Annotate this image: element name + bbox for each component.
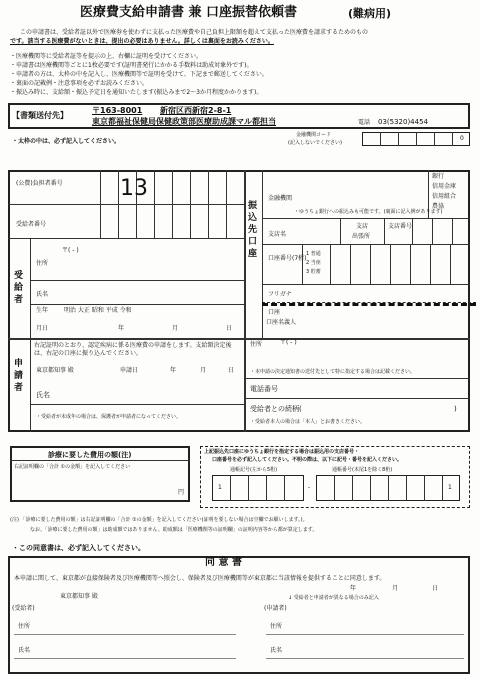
holder-label-1: 口座 [268, 309, 281, 316]
form-title: 医療費支給申請書 兼 口座振替依頼書 [80, 5, 298, 20]
yucho-text-2: 口座番号を必ず記入してください。不明の際は、以下に記号・番号を記入ください。 [212, 457, 403, 463]
address-postal: 〒( - ) [62, 247, 79, 254]
consent-month: 月 [392, 585, 399, 592]
name-input[interactable] [60, 282, 242, 302]
footnote-2: なお、「診療に要した費用の額」は助成額ではありません。助成額は「医療機関等の証明欄」の証明内容等から都が算定します。 [30, 527, 318, 533]
note-1: ・医療機関等に受給者証等を提示の上、右欄に証明を受けてください。 [10, 53, 203, 60]
consent-text: 本申請に関して、東京都が直接保険者及び医療機関等へ照会し、保険者及び医療機関等が東京都に当該情報を提供することに同意します。 [14, 575, 386, 582]
intro-line-2: です。該当する医療費がないときは、提出の必要はありません。詳しくは裏面をお読みください。 [10, 38, 274, 45]
consent-applicant-addr-input[interactable] [292, 618, 464, 632]
consent-title: 同 意 書 [205, 557, 242, 568]
dob-day: 日 [226, 325, 233, 332]
branch-type-shiten[interactable]: 支店 [356, 223, 369, 230]
applicant-month: 月 [200, 367, 207, 374]
holder-label-2: 口座名義人 [266, 319, 297, 326]
applicant-name-label: 氏名 [36, 391, 50, 399]
cost-text: 右記証明欄の「合計 ①の金額」を記入してください [14, 464, 131, 470]
form-title-suffix: (難病用) [348, 7, 392, 20]
recipient-section-label: 受給者 [14, 271, 24, 305]
consent-recipient-addr: 住所 [18, 623, 31, 630]
name-label: 氏名 [36, 291, 49, 298]
consent-recipient-name: 氏名 [18, 647, 31, 654]
address-input[interactable] [60, 256, 242, 278]
yucho-sym-label: 通帳記号(左から5桁) [230, 467, 278, 473]
address-label: 住所 [36, 260, 49, 267]
mailing-postal: 〒163-8001 [92, 106, 143, 115]
mailing-address: 新宿区西新宿2-8-1 [160, 106, 232, 115]
cost-yen: 円 [178, 489, 185, 496]
mailing-dept: 東京都福祉保健局保健政策部医療助成課マル都担当 [92, 117, 276, 126]
acct-number-input[interactable] [331, 246, 469, 282]
notice-note: ・本申請の決定通知書の送付先として特に指定する場合は記載ください。 [250, 369, 416, 375]
bank-code-sub: (記入しないでください) [288, 140, 342, 146]
acct-label: 口座番号(7桁) [268, 255, 307, 262]
consent-applicant-name-input[interactable] [292, 642, 464, 656]
yucho-text-1: 上記振込先口座にゆうちょ銀行を指定する場合は振込用の支店番号・ [204, 449, 360, 455]
yucho-sym-first: 1 [218, 484, 222, 491]
bank-section-label: 振込先口座 [248, 201, 258, 259]
note-5: ・振込み時に、支給額・振込予定日を通知いたします(振込みまで2〜3か月程度かかります)。 [10, 89, 263, 96]
mailing-phone-label: 電話 [358, 119, 371, 126]
relation-note: ・受給者本人の場合は「本人」とお書きください。 [250, 419, 366, 425]
branch-label: 支店名 [268, 231, 287, 238]
branch-input[interactable] [285, 220, 339, 242]
type-shinkin[interactable]: 信用金庫 [432, 183, 457, 190]
note-2: ・申請書は医療機関等ごとに1枚必要です(証明書発行にかかる手数料は助成対象外です)。 [10, 62, 253, 69]
acct-type-futsu[interactable]: 1 普通 [306, 251, 321, 257]
consent-year: 年 [350, 585, 357, 592]
applicant-to: 東京都知事 殿 [36, 367, 74, 374]
required-note: ・太枠の中は、必ず記入してください。 [12, 138, 121, 145]
type-bank[interactable]: 銀行 [432, 173, 445, 180]
note-3: ・申請者の方は、太枠の中を記入し、医療機関等で証明を受けて、下記まで郵送してください。 [10, 71, 268, 78]
yucho-dash: - [308, 484, 311, 491]
fin-inst-input[interactable] [300, 176, 424, 206]
applicant-day: 日 [228, 367, 235, 374]
consent-required: ・この同意書は、必ず記入してください。 [12, 544, 145, 552]
bank-code-suffix: 0 [460, 135, 464, 142]
holder-input[interactable] [305, 288, 467, 334]
type-nokyo[interactable]: 農協 [432, 203, 445, 210]
applicant-text: 右記証明のとおり、認定疾病に係る医療費の申請をします。支給額決定後は、右記の口座に振り込んでください。 [34, 342, 232, 357]
note-4: ・裏面の記載例・注意事項を必ずお読みください。 [10, 80, 149, 87]
branch-type-shutchojo[interactable]: 出張所 [352, 233, 371, 240]
dob-month: 月 [172, 325, 179, 332]
footnote-1: (注) 「診療に要した費用の額」は右記証明欄の「合計 ①の金額」を記入してください(証明を要しない場合は空欄でお願いします。)。 [10, 517, 308, 523]
applicant-name-input[interactable] [60, 384, 240, 402]
furigana-label: フリガナ [268, 291, 292, 298]
mailing-label: 【書類送付先】 [12, 111, 68, 120]
consent-applicant-addr: 住所 [270, 623, 283, 630]
payer-value[interactable]: 13 [120, 176, 148, 201]
consent-day: 日 [432, 585, 439, 592]
payer-label: (公費)負担者番号 [16, 180, 63, 187]
acct-type-chochiku[interactable]: 3 貯蓄 [306, 269, 321, 275]
yucho-note: ・ゆうちょ銀行への振込みも可能です。(裏面に記入例があります) [294, 209, 443, 215]
relation-close: ) [454, 405, 457, 413]
relation-label: 受給者との続柄( [250, 405, 302, 413]
consent-applicant: (申請者) [264, 605, 287, 612]
consent-recipient-name-input[interactable] [40, 642, 236, 656]
consent-recipient-addr-input[interactable] [40, 618, 236, 632]
recipient-label: 受給者番号 [16, 221, 47, 228]
phone-label: 電話番号 [250, 385, 278, 393]
branch-code-label: 支店番号 [388, 223, 413, 230]
applicant-addr-input[interactable] [272, 348, 466, 364]
yucho-num-label: 通帳番号(末尾1を除く8桁) [332, 467, 393, 473]
yucho-sym-box[interactable] [212, 475, 304, 501]
cost-title: 診療に要した費用の額(注) [48, 451, 132, 459]
bank-code-label: 金融機関コード [296, 132, 332, 138]
recipient-input[interactable] [101, 205, 243, 237]
mailing-phone: 03(5320)4454 [378, 118, 428, 126]
cost-input[interactable] [14, 474, 174, 498]
consent-to: 東京都知事 殿 [60, 593, 98, 600]
dob-year: 年 [118, 325, 125, 332]
consent-diff-note: ↓ 受給者と申請者が異なる場合のみ記入 [288, 595, 379, 601]
phone-input[interactable] [300, 380, 466, 396]
fin-inst-label: 金融機関 [268, 195, 293, 202]
dob-eras[interactable]: 明治 大正 昭和 平成 令和 [64, 307, 132, 314]
applicant-addr-postal: 〒( - ) [280, 339, 297, 346]
consent-recipient: (受給者) [12, 605, 35, 612]
applicant-year: 年 [170, 367, 177, 374]
type-kumiai[interactable]: 信用組合 [432, 193, 457, 200]
applicant-minor-note: ・受給者が未成年の場合は、保護者が申請者になってください。 [36, 414, 182, 420]
dob-label-1: 生年 [36, 307, 49, 314]
relation-input[interactable] [330, 402, 450, 416]
applicant-addr-label: 住所 [250, 341, 263, 348]
intro-line-1: この申請書は、受給者証以外で医療券を使わずに支払った医療費や自己負担上限額を超えて支払った医療費を請求するためのもの [20, 29, 369, 36]
yucho-num-last: 1 [448, 484, 452, 491]
applicant-date-label: 申請日 [120, 367, 139, 374]
consent-applicant-name: 氏名 [270, 647, 283, 654]
applicant-section-label: 申請者 [14, 359, 24, 393]
acct-type-toza[interactable]: 2 当座 [306, 260, 321, 266]
dob-label-2: 月日 [36, 325, 49, 332]
